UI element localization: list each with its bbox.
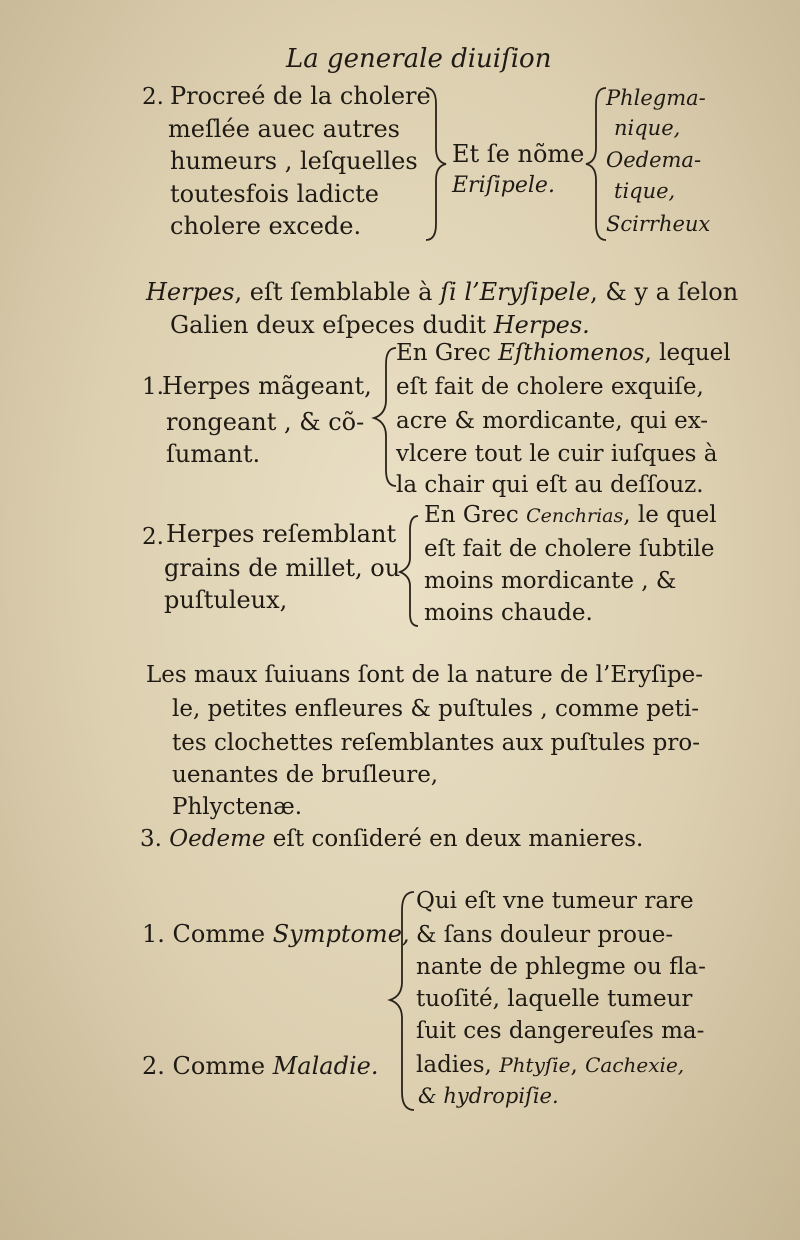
herpes1-number: 1. — [142, 374, 164, 400]
section1-right-line-2: nique, — [614, 116, 681, 140]
section1-number: 2. — [142, 84, 164, 110]
section1-brace-left — [422, 84, 452, 244]
section1-right-line-1: Phlegma- — [606, 86, 706, 110]
herpes1-esthiomenos: Eſthiomenos — [498, 340, 645, 366]
section1-left-line-2: meſlée auec autres — [168, 115, 400, 143]
herpes2-cenchrias: Cenchrias — [526, 505, 624, 527]
herpes2-left-line-1: Herpes reſemblant — [166, 520, 397, 548]
herpes-intro-text-2: , & y a ſelon — [590, 278, 739, 306]
manieres-comma: , — [570, 1052, 586, 1078]
manieres-brace — [384, 886, 418, 1116]
oedeme-line — [140, 828, 643, 851]
herpes2-left-line-2: grains de millet, ou — [164, 554, 401, 582]
maux-line-3: tes clochettes reſemblantes aux puſtules pro- — [172, 730, 701, 756]
oedeme-rest: eſt conſideré en deux manieres. — [265, 826, 644, 852]
herpes2-right-line-4: moins chaude. — [424, 600, 593, 626]
herpes2-number: 2. — [142, 524, 164, 550]
maniere1-line — [142, 922, 410, 946]
herpes2-right-line-3: moins mordicante , & — [424, 568, 677, 594]
maniere1-label: Comme — [172, 920, 273, 948]
herpes-intro-herpes: Herpes. — [493, 311, 590, 339]
maniere2-number: 2. — [142, 1052, 165, 1080]
maniere2-line — [142, 1054, 378, 1078]
maniere1-number: 1. — [142, 920, 165, 948]
herpes1-left-line-2: rongeant , & cõ- — [166, 408, 365, 436]
manieres-right-line-5: ſuit ces dangereuſes ma- — [416, 1018, 705, 1044]
manieres-right-line-2: & ſans douleur proue- — [416, 922, 674, 948]
manieres-right-line-1: Qui eſt vne tumeur rare — [416, 888, 694, 914]
herpes1-brace — [366, 342, 400, 492]
manieres-right-line-3: nante de phlegme ou fla- — [416, 954, 706, 980]
herpes2-right-line-1 — [424, 504, 717, 527]
herpes1-left-line-3: ſumant. — [166, 440, 261, 468]
herpes1-right-text-1: En Grec — [396, 340, 499, 366]
herpes1-right-line-1 — [396, 342, 731, 365]
herpes-intro-text-1: , eſt ſemblable à — [234, 278, 441, 306]
herpes-intro-line-1 — [146, 280, 738, 304]
herpes1-right-text-2: , lequel — [644, 340, 731, 366]
herpes1-left-line-1: Herpes mãgeant, — [162, 372, 372, 400]
section1-middle-line-2: Eriſipele. — [452, 173, 555, 198]
section1-right-line-4: tique, — [614, 179, 676, 203]
herpes2-left-line-3: puſtuleux, — [164, 586, 288, 614]
maux-line-4: uenantes de bruſleure, — [172, 762, 439, 788]
maniere1-symptome: Symptome, — [272, 920, 410, 948]
running-header: La generale diuiſion — [286, 44, 552, 74]
section1-middle-line-1: Et ſe nõme — [452, 140, 585, 168]
herpes1-right-line-5: la chair qui eſt au deſſouz. — [396, 472, 704, 498]
maux-line-2: le, petites enfleures & puſtules , comme peti- — [172, 696, 699, 722]
manieres-phtysie: Phtyſie — [499, 1053, 571, 1077]
herpes2-right-line-2: eſt fait de cholere ſubtile — [424, 536, 715, 562]
manieres-right-line-7: & hydropiſie. — [418, 1084, 559, 1108]
section1-left-line-3: humeurs , leſquelles — [170, 147, 418, 175]
manieres-cachexie: Cachexie, — [585, 1053, 685, 1077]
herpes2-brace — [394, 510, 422, 630]
herpes-intro-eryſipele: ſi l’Eryſipele — [440, 278, 591, 306]
herpes1-right-line-2: eſt fait de cholere exquiſe, — [396, 374, 704, 400]
herpes2-right-text-2: , le quel — [623, 502, 717, 528]
oedeme-word: Oedeme — [169, 826, 266, 852]
maniere2-label: Comme — [172, 1052, 273, 1080]
maux-line-5: Phlyctenæ. — [172, 794, 303, 820]
section1-left-line-1: Procreé de la cholere — [170, 82, 431, 110]
maux-line-1: Les maux ſuiuans ſont de la nature de l’Eryſipe- — [146, 662, 704, 688]
section1-right-line-3: Oedema- — [606, 148, 702, 172]
maniere2-maladie: Maladie. — [272, 1052, 379, 1080]
herpes-intro-text-3: Galien deux eſpeces dudit — [170, 311, 494, 339]
herpes1-right-line-4: vlcere tout le cuir iuſques à — [396, 441, 718, 467]
section1-left-line-5: cholere excede. — [170, 212, 362, 240]
herpes1-right-line-3: acre & mordicante, qui ex- — [396, 408, 709, 434]
herpes2-right-text-1: En Grec — [424, 502, 527, 528]
section1-left-line-4: toutesfois ladicte — [170, 180, 379, 208]
oedeme-number: 3. — [140, 826, 162, 852]
section1-right-line-5: Scirrheux — [606, 212, 711, 236]
manieres-right-line-6 — [416, 1054, 684, 1077]
manieres-right-line-4: tuoſité, laquelle tumeur — [416, 986, 693, 1012]
manieres-right-text-ladies: ladies, — [416, 1052, 500, 1078]
herpes-intro-word: Herpes — [146, 278, 235, 306]
herpes-intro-line-2 — [170, 313, 590, 337]
